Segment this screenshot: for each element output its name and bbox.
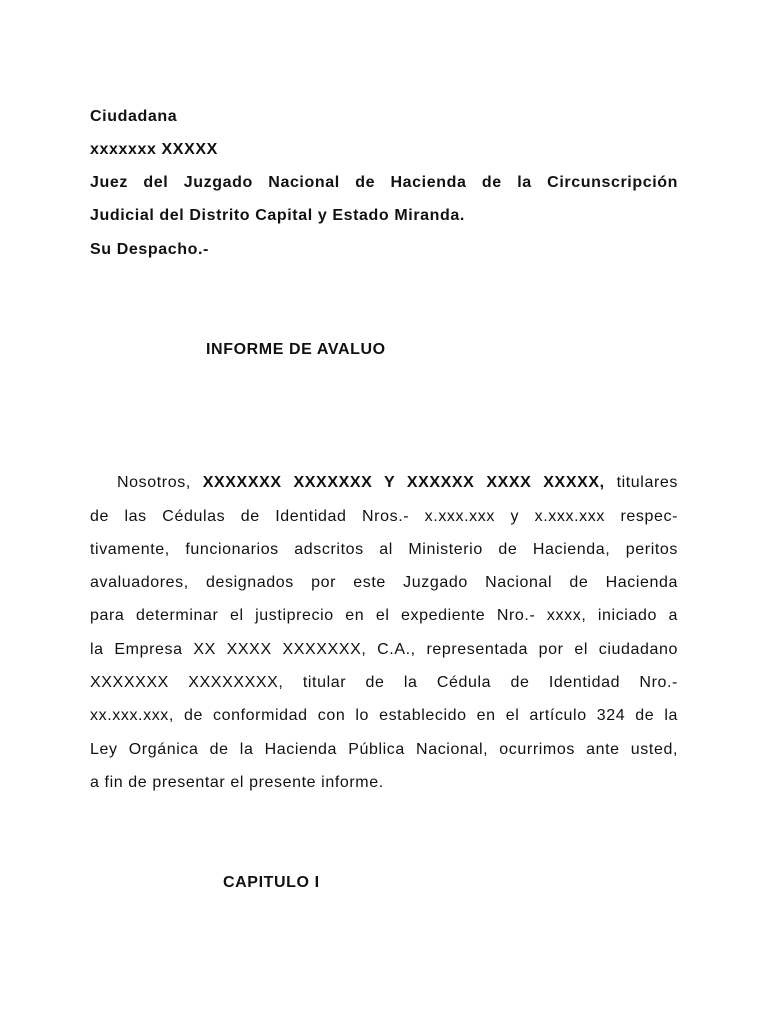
body-line: XXXXXXX XXXXXXXX, titular de la Cédula de Identidad Nro.-: [90, 674, 678, 691]
body-line: Ley Orgánica de la Hacienda Pública Nacional, ocurrimos ante usted,: [90, 741, 678, 758]
body-last-line: a fin de presentar el presente informe.: [90, 774, 384, 791]
body-line: de las Cédulas de Identidad Nros.- x.xxx.xxx y x.xxx.xxx respec-: [90, 508, 678, 525]
body-line: para determinar el justiprecio en el expediente Nro.- xxxx, iniciado a: [90, 607, 678, 624]
chapter-heading: CAPITULO I: [223, 874, 320, 891]
addressee-position-line-2: Judicial del Distrito Capital y Estado Miranda.: [90, 207, 465, 224]
expert-names: XXXXXXX XXXXXXX Y XXXXXX XXXX XXXXX,: [202, 474, 605, 491]
intro-tail: titulares: [616, 474, 678, 491]
addressee-salutation: Su Despacho.-: [90, 241, 209, 258]
body-line: la Empresa XX XXXX XXXXXXX, C.A., representada por el ciudadano: [90, 641, 678, 658]
document-title: INFORME DE AVALUO: [206, 341, 386, 358]
addressee-title: Ciudadana: [90, 108, 178, 125]
addressee-position-line-1: Juez del Juzgado Nacional de Hacienda de la Circunscripción: [90, 174, 678, 191]
body-line: xx.xxx.xxx, de conformidad con lo establecido en el artículo 324 de la: [90, 707, 678, 724]
intro-line: [90, 473, 678, 493]
body-line: tivamente, funcionarios adscritos al Ministerio de Hacienda, peritos: [90, 541, 678, 558]
body-line: avaluadores, designados por este Juzgado Nacional de Hacienda: [90, 574, 678, 591]
intro-lead: Nosotros,: [117, 474, 203, 491]
addressee-name: xxxxxxx XXXXX: [90, 141, 218, 158]
